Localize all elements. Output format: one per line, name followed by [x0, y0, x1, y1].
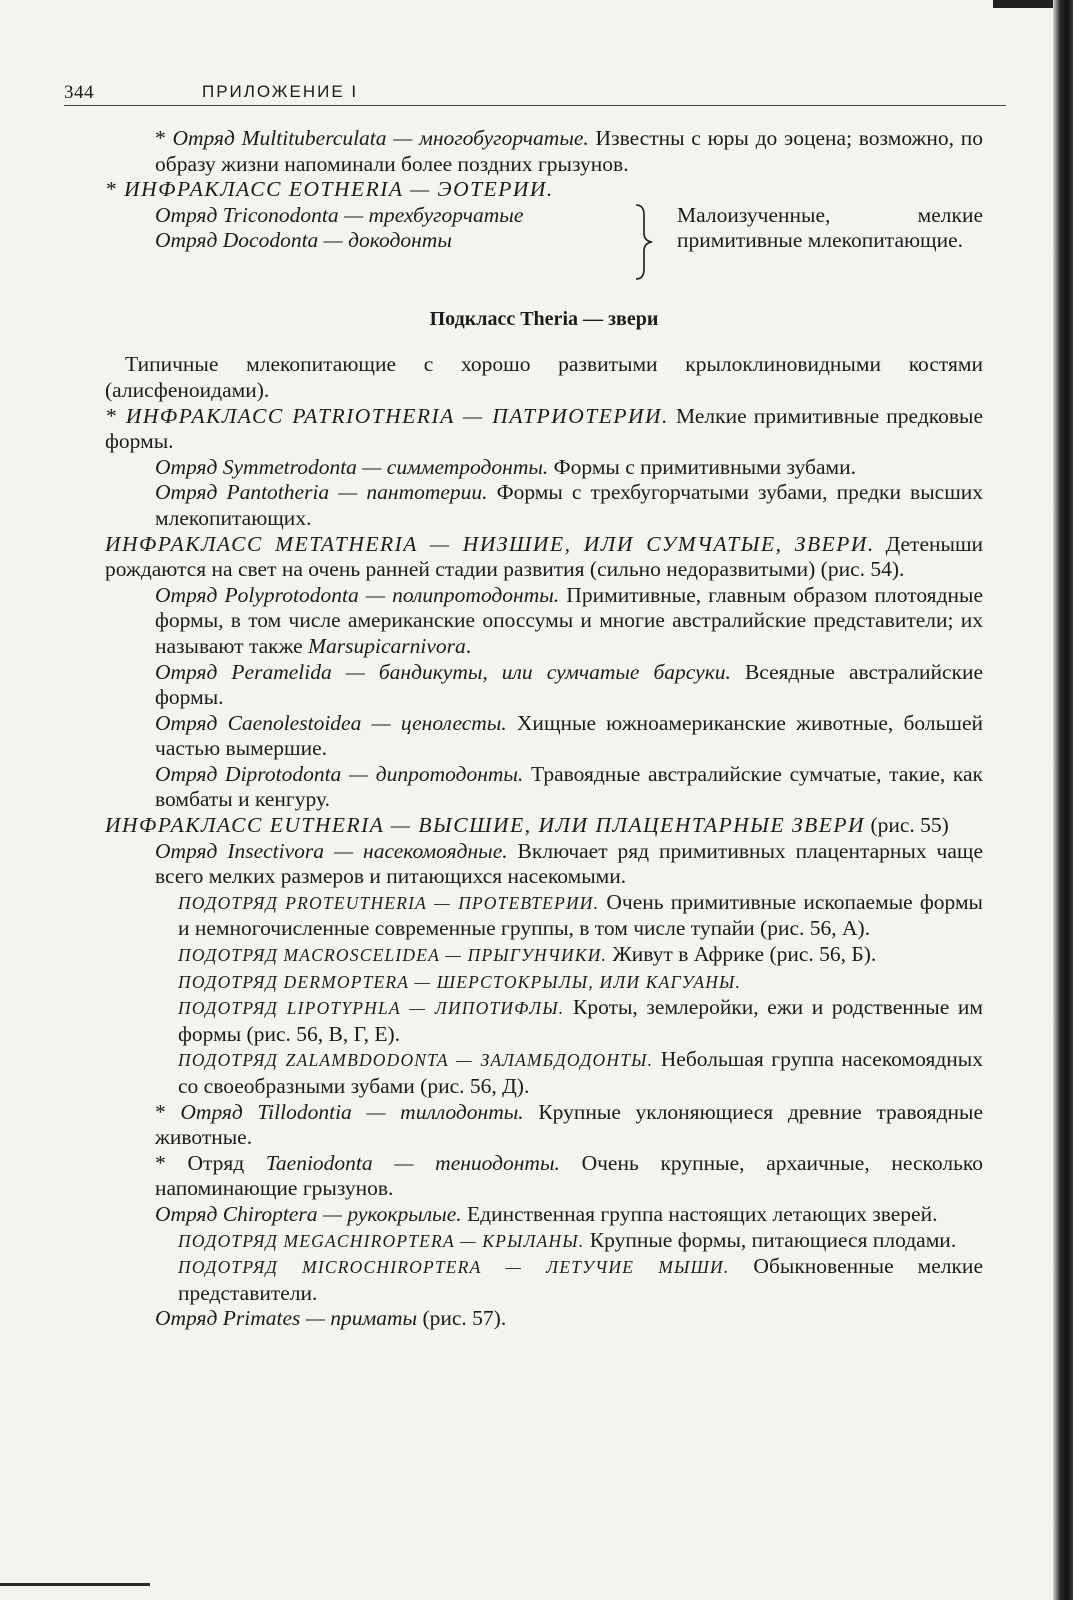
suborder-macroscelidea: ПОДОТРЯД MACROSCELIDEA — ПРЫГУНЧИКИ. Живут в Африке (рис. 56, Б). — [178, 942, 877, 967]
order-polyprotodonta: Отряд Polyprotodonta — полипротодонты. Примитивные, главным образом плотоядные формы, в том числе американские опоссумы и многие австралийские представители; их называют также Marsupicarnivora. — [155, 582, 984, 658]
order-primates: Отряд Primates — приматы (рис. 57). — [155, 1306, 507, 1331]
suborder-microchiroptera: ПОДОТРЯД MICROCHIROPTERA — ЛЕТУЧИЕ МЫШИ. Обыкновенные мелкие представители. — [178, 1254, 983, 1305]
order-diprotodonta: Отряд Diprotodonta — дипротодонты. Травоядные австралийские сумчатые, такие, как вомбаты и кенгуру. — [155, 761, 983, 812]
order-chiroptera: Отряд Chiroptera — рукокрылые. Единственная группа настоящих летающих зверей. — [155, 1201, 938, 1226]
curly-brace-icon — [630, 203, 660, 281]
eotheria-orders — [105, 203, 983, 281]
infraclass-eutheria: ИНФРАКЛАСС EUTHERIA — ВЫСШИЕ, ИЛИ ПЛАЦЕНТАРНЫЕ ЗВЕРИ (рис. 55) — [105, 813, 949, 838]
theria-intro: Типичные млекопитающие с хорошо развитыми крылоклиновидными костями (алисфеноидами). — [105, 352, 983, 402]
scan-edge-top — [993, 0, 1053, 8]
scan-edge — [1053, 0, 1073, 1600]
suborder-proteutheria: ПОДОТРЯД PROTEUTHERIA — ПРОТЕВТЕРИИ. Очень примитивные ископаемые формы и немногочисленные современные группы, в том числе тупайи (рис. 56, А). — [178, 889, 984, 941]
running-title: ПРИЛОЖЕНИЕ I — [202, 82, 359, 101]
suborder-lipotyphla: ПОДОТРЯД LIPOTYPHLA — ЛИПОТИФЛЫ. Кроты, землеройки, ежи и родственные им формы (рис. 56, В, Г, Е). — [178, 995, 983, 1046]
order-triconodonta: Отряд Triconodonta — трехбугорчатые — [155, 202, 524, 227]
infraclass-metatheria: ИНФРАКЛАСС METATHERIA — НИЗШИЕ, ИЛИ СУМЧАТЫЕ, ЗВЕРИ. Детеныши рождаются на свет на очень ранней стадии развития (сильно недоразвитыми) (рис. 54). — [105, 531, 984, 582]
order-taeniodonta: * Отряд Taeniodonta — тениодонты. Очень крупные, архаичные, несколько напоминающие грызунов. — [155, 1150, 983, 1201]
document-body — [105, 126, 983, 1332]
order-tillodontia: * Отряд Tillodontia — тиллодонты. Крупные уклоняющиеся древние травоядные животные. — [155, 1099, 984, 1150]
order-pantotheria: Отряд Pantotheria — пантотерии. Формы с трехбугорчатыми зубами, предки высших млекопитающих. — [155, 480, 984, 530]
header-rule — [64, 105, 1006, 106]
scan-edge-bottom — [0, 1583, 150, 1586]
order-docodonta: Отряд Docodonta — докодонты — [155, 228, 452, 253]
running-head — [64, 78, 1006, 108]
infraclass-eotheria: * ИНФРАКЛАСС EOTHERIA — ЭОТЕРИИ. — [105, 177, 554, 202]
order-peramelida: Отряд Peramelida — бандикуты, или сумчатые барсуки. Всеядные австралийские формы. — [155, 659, 983, 710]
order-caenolestoidea: Отряд Caenolestoidea — ценолесты. Хищные южноамериканские животные, большей частью вымершие. — [155, 710, 983, 761]
infraclass-patriotheria: * ИНФРАКЛАСС PATRIOTHERIA — ПАТРИОТЕРИИ. Мелкие примитивные предковые формы. — [105, 403, 984, 454]
eotheria-note: Малоизученные, мелкие примитивные млекопитающие. — [677, 202, 983, 253]
order-symmetrodonta: Отряд Symmetrodonta — симметродонты. Формы с примитивными зубами. — [155, 454, 856, 479]
suborder-dermoptera: ПОДОТРЯД DERMOPTERA — ШЕРСТОКРЫЛЫ, ИЛИ КАГУАНЫ. — [178, 971, 742, 992]
suborder-zalambdodonta: ПОДОТРЯД ZALAMBDODONTA — ЗАЛАМБДОДОНТЫ. Небольшая группа насекомоядных со своеобразными зубами (рис. 56, Д). — [178, 1047, 983, 1098]
page-number: 344 — [64, 82, 94, 103]
suborder-megachiroptera: ПОДОТРЯД MEGACHIROPTERA — КРЫЛАНЫ. Крупные формы, питающиеся плодами. — [178, 1227, 957, 1252]
order-multituberculata: * Отряд Multituberculata — многобугорчатые. Известны с юры до эоцена; возможно, по образу жизни напоминали более поздних грызунов. — [155, 126, 984, 176]
subclass-theria-heading: Подкласс Theria — звери — [429, 307, 659, 330]
order-insectivora: Отряд Insectivora — насекомоядные. Включает ряд примитивных плацентарных чаще всего мелких размеров и питающихся насекомыми. — [155, 838, 983, 889]
